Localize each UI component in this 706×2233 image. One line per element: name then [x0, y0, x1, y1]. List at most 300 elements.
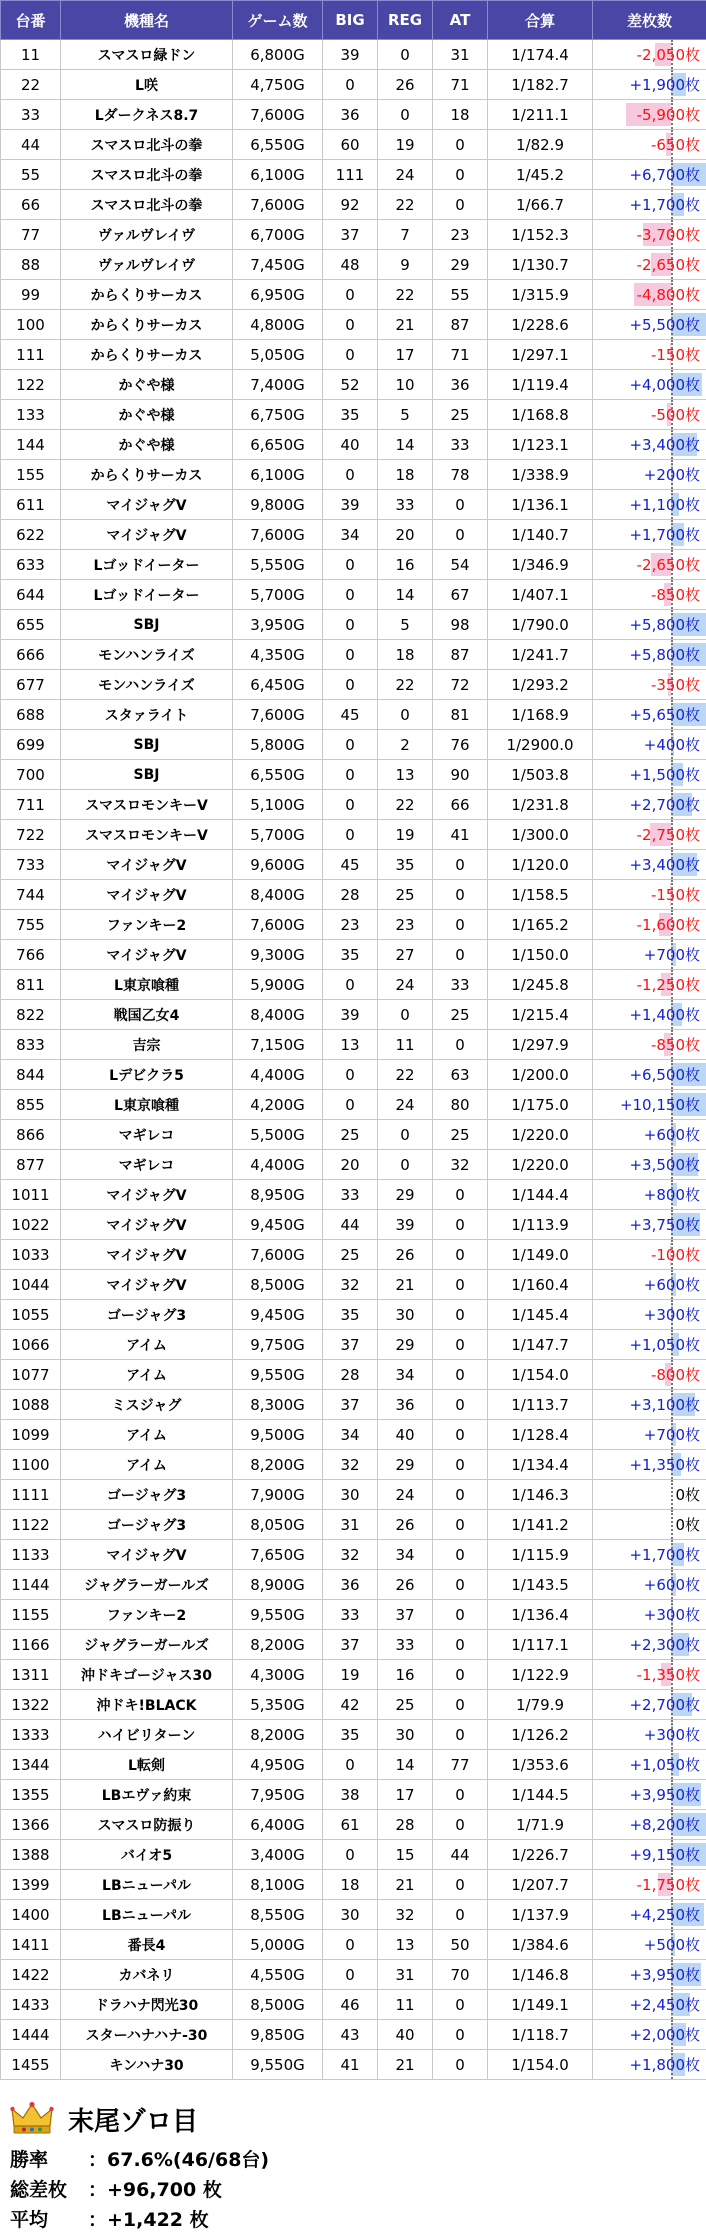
cell-games: 6,950G [233, 280, 323, 310]
cell-machine-name: Lゴッドイーター [61, 550, 233, 580]
cell-at: 67 [433, 580, 488, 610]
difference-value: +3,950枚 [629, 1786, 700, 1804]
cell-big: 30 [323, 1480, 378, 1510]
cell-combined-rate: 1/126.2 [488, 1720, 593, 1750]
cell-games: 7,950G [233, 1780, 323, 1810]
cell-big: 30 [323, 1900, 378, 1930]
cell-machine-number: 877 [1, 1150, 61, 1180]
table-row [1, 1150, 706, 1180]
cell-combined-rate: 1/149.1 [488, 1990, 593, 2020]
table-row [1, 1480, 706, 1510]
cell-reg: 2 [378, 730, 433, 760]
table-row [1, 880, 706, 910]
cell-big: 32 [323, 1270, 378, 1300]
difference-value: +2,450枚 [629, 1996, 700, 2014]
cell-difference [593, 1750, 706, 1780]
cell-machine-name: マイジャグV [61, 520, 233, 550]
cell-games: 4,800G [233, 310, 323, 340]
difference-value: -1,750枚 [636, 1876, 700, 1894]
cell-big: 39 [323, 1000, 378, 1030]
cell-big: 45 [323, 850, 378, 880]
cell-combined-rate: 1/353.6 [488, 1750, 593, 1780]
cell-big: 46 [323, 1990, 378, 2020]
cell-reg: 33 [378, 490, 433, 520]
cell-big: 42 [323, 1690, 378, 1720]
cell-reg: 18 [378, 460, 433, 490]
cell-big: 35 [323, 1300, 378, 1330]
cell-machine-name: ゴージャグ3 [61, 1480, 233, 1510]
table-row [1, 1630, 706, 1660]
cell-big: 0 [323, 760, 378, 790]
cell-combined-rate: 1/165.2 [488, 910, 593, 940]
cell-machine-number: 644 [1, 580, 61, 610]
table-body [1, 40, 706, 2080]
cell-machine-number: 1044 [1, 1270, 61, 1300]
cell-big: 0 [323, 640, 378, 670]
table-row [1, 1990, 706, 2020]
cell-games: 7,600G [233, 190, 323, 220]
cell-games: 5,700G [233, 820, 323, 850]
cell-difference [593, 1330, 706, 1360]
header-combined-rate: 合算 [488, 1, 593, 40]
cell-big: 0 [323, 550, 378, 580]
cell-reg: 24 [378, 1480, 433, 1510]
cell-difference [593, 40, 706, 70]
cell-at: 0 [433, 1450, 488, 1480]
cell-combined-rate: 1/226.7 [488, 1840, 593, 1870]
cell-at: 29 [433, 250, 488, 280]
cell-games: 4,200G [233, 1090, 323, 1120]
cell-reg: 25 [378, 1690, 433, 1720]
cell-combined-rate: 1/154.0 [488, 1360, 593, 1390]
cell-reg: 18 [378, 640, 433, 670]
cell-combined-rate: 1/113.9 [488, 1210, 593, 1240]
cell-at: 33 [433, 970, 488, 1000]
cell-reg: 11 [378, 1990, 433, 2020]
difference-value: +8,200枚 [629, 1816, 700, 1834]
table-row [1, 1360, 706, 1390]
cell-combined-rate: 1/245.8 [488, 970, 593, 1000]
difference-value: +2,700枚 [629, 1696, 700, 1714]
cell-difference [593, 1780, 706, 1810]
cell-games: 6,400G [233, 1810, 323, 1840]
table-row [1, 400, 706, 430]
cell-reg: 7 [378, 220, 433, 250]
table-row [1, 1240, 706, 1270]
cell-difference [593, 130, 706, 160]
difference-value: -1,600枚 [636, 916, 700, 934]
cell-machine-name: かぐや様 [61, 400, 233, 430]
cell-reg: 37 [378, 1600, 433, 1630]
cell-machine-number: 822 [1, 1000, 61, 1030]
cell-machine-name: スマスロ緑ドン [61, 40, 233, 70]
cell-big: 37 [323, 1630, 378, 1660]
cell-big: 36 [323, 1570, 378, 1600]
cell-machine-number: 1455 [1, 2050, 61, 2080]
header-at: AT [433, 1, 488, 40]
difference-value: +10,150枚 [619, 1096, 700, 1114]
difference-baseline [671, 1510, 673, 1539]
cell-machine-number: 722 [1, 820, 61, 850]
cell-at: 55 [433, 280, 488, 310]
table-row [1, 910, 706, 940]
cell-at: 0 [433, 1480, 488, 1510]
difference-value: +1,100枚 [629, 496, 700, 514]
difference-value: +200枚 [643, 466, 700, 484]
cell-machine-number: 733 [1, 850, 61, 880]
table-row [1, 700, 706, 730]
cell-games: 5,500G [233, 1120, 323, 1150]
table-row [1, 2050, 706, 2080]
cell-combined-rate: 1/134.4 [488, 1450, 593, 1480]
cell-games: 8,400G [233, 1000, 323, 1030]
difference-value: -100枚 [650, 1246, 700, 1264]
cell-reg: 19 [378, 820, 433, 850]
cell-difference [593, 1390, 706, 1420]
difference-value: +600枚 [643, 1276, 700, 1294]
cell-reg: 25 [378, 880, 433, 910]
table-row [1, 1180, 706, 1210]
cell-machine-name: マイジャグV [61, 1210, 233, 1240]
cell-machine-number: 1100 [1, 1450, 61, 1480]
cell-games: 4,300G [233, 1660, 323, 1690]
table-row [1, 790, 706, 820]
cell-at: 31 [433, 40, 488, 70]
total-label: 総差枚 [10, 2179, 68, 2201]
cell-games: 4,950G [233, 1750, 323, 1780]
cell-combined-rate: 1/146.3 [488, 1480, 593, 1510]
table-row [1, 1420, 706, 1450]
cell-machine-name: からくりサーカス [61, 280, 233, 310]
difference-value: +6,500枚 [629, 1066, 700, 1084]
difference-value: +9,150枚 [629, 1846, 700, 1864]
table-row [1, 40, 706, 70]
cell-combined-rate: 1/66.7 [488, 190, 593, 220]
cell-combined-rate: 1/200.0 [488, 1060, 593, 1090]
cell-reg: 30 [378, 1720, 433, 1750]
cell-difference [593, 610, 706, 640]
cell-machine-name: ハイビリターン [61, 1720, 233, 1750]
cell-machine-name: かぐや様 [61, 370, 233, 400]
cell-at: 80 [433, 1090, 488, 1120]
table-row [1, 1090, 706, 1120]
table-row [1, 640, 706, 670]
cell-big: 0 [323, 730, 378, 760]
cell-combined-rate: 1/790.0 [488, 610, 593, 640]
table-row [1, 820, 706, 850]
win-rate-value: ：67.6%(46/68台) [88, 2149, 270, 2171]
cell-machine-number: 744 [1, 880, 61, 910]
cell-games: 6,650G [233, 430, 323, 460]
cell-combined-rate: 1/113.7 [488, 1390, 593, 1420]
cell-difference [593, 1420, 706, 1450]
difference-value: +3,400枚 [629, 856, 700, 874]
table-row [1, 2020, 706, 2050]
cell-difference [593, 460, 706, 490]
difference-value: +1,400枚 [629, 1006, 700, 1024]
cell-reg: 31 [378, 1960, 433, 1990]
cell-difference [593, 1630, 706, 1660]
cell-machine-name: Lゴッドイーター [61, 580, 233, 610]
cell-machine-number: 700 [1, 760, 61, 790]
cell-difference [593, 1540, 706, 1570]
cell-combined-rate: 1/300.0 [488, 820, 593, 850]
cell-games: 3,950G [233, 610, 323, 640]
cell-reg: 22 [378, 280, 433, 310]
cell-reg: 13 [378, 1930, 433, 1960]
cell-difference [593, 1180, 706, 1210]
cell-big: 19 [323, 1660, 378, 1690]
cell-games: 4,400G [233, 1150, 323, 1180]
cell-combined-rate: 1/2900.0 [488, 730, 593, 760]
difference-value: -1,250枚 [636, 976, 700, 994]
difference-value: 0枚 [675, 1486, 700, 1504]
cell-machine-number: 22 [1, 70, 61, 100]
cell-difference [593, 1870, 706, 1900]
difference-value: +1,800枚 [629, 2056, 700, 2074]
cell-difference [593, 700, 706, 730]
cell-machine-number: 1366 [1, 1810, 61, 1840]
cell-reg: 10 [378, 370, 433, 400]
cell-big: 40 [323, 430, 378, 460]
cell-big: 48 [323, 250, 378, 280]
cell-machine-number: 88 [1, 250, 61, 280]
cell-difference [593, 550, 706, 580]
difference-value: +1,500枚 [629, 766, 700, 784]
cell-at: 0 [433, 1210, 488, 1240]
difference-value: +2,700枚 [629, 796, 700, 814]
cell-machine-number: 1088 [1, 1390, 61, 1420]
cell-difference [593, 1660, 706, 1690]
difference-value: -2,750枚 [636, 826, 700, 844]
cell-difference [593, 1900, 706, 1930]
cell-machine-number: 622 [1, 520, 61, 550]
cell-games: 9,450G [233, 1300, 323, 1330]
cell-reg: 0 [378, 1000, 433, 1030]
cell-difference [593, 820, 706, 850]
cell-reg: 20 [378, 520, 433, 550]
cell-combined-rate: 1/141.2 [488, 1510, 593, 1540]
cell-reg: 28 [378, 1810, 433, 1840]
cell-machine-number: 688 [1, 700, 61, 730]
table-row [1, 520, 706, 550]
table-row [1, 1540, 706, 1570]
difference-value: +4,250枚 [629, 1906, 700, 1924]
cell-at: 76 [433, 730, 488, 760]
cell-big: 34 [323, 1420, 378, 1450]
cell-reg: 14 [378, 1750, 433, 1780]
cell-combined-rate: 1/220.0 [488, 1150, 593, 1180]
table-row [1, 370, 706, 400]
cell-difference [593, 1030, 706, 1060]
difference-value: +300枚 [643, 1606, 700, 1624]
difference-value: +5,800枚 [629, 646, 700, 664]
cell-games: 8,200G [233, 1720, 323, 1750]
cell-big: 44 [323, 1210, 378, 1240]
cell-machine-number: 1077 [1, 1360, 61, 1390]
table-row [1, 1330, 706, 1360]
cell-at: 41 [433, 820, 488, 850]
cell-reg: 14 [378, 430, 433, 460]
cell-games: 9,750G [233, 1330, 323, 1360]
cell-machine-number: 699 [1, 730, 61, 760]
cell-big: 0 [323, 610, 378, 640]
cell-big: 0 [323, 1960, 378, 1990]
cell-big: 0 [323, 340, 378, 370]
cell-at: 0 [433, 520, 488, 550]
difference-value: +5,650枚 [629, 706, 700, 724]
cell-difference [593, 1210, 706, 1240]
cell-combined-rate: 1/144.5 [488, 1780, 593, 1810]
cell-reg: 29 [378, 1180, 433, 1210]
cell-reg: 34 [378, 1360, 433, 1390]
cell-at: 32 [433, 1150, 488, 1180]
table-row [1, 580, 706, 610]
cell-at: 63 [433, 1060, 488, 1090]
cell-games: 8,200G [233, 1630, 323, 1660]
cell-reg: 34 [378, 1540, 433, 1570]
cell-combined-rate: 1/82.9 [488, 130, 593, 160]
cell-games: 9,300G [233, 940, 323, 970]
cell-machine-name: SBJ [61, 610, 233, 640]
cell-difference [593, 1270, 706, 1300]
average-label: 平均 [10, 2209, 49, 2231]
table-row [1, 1060, 706, 1090]
cell-at: 0 [433, 1780, 488, 1810]
cell-big: 41 [323, 2050, 378, 2080]
table-row [1, 610, 706, 640]
cell-combined-rate: 1/147.7 [488, 1330, 593, 1360]
table-row [1, 460, 706, 490]
cell-difference [593, 1360, 706, 1390]
cell-at: 0 [433, 1570, 488, 1600]
table-row [1, 1390, 706, 1420]
cell-machine-name: 番長4 [61, 1930, 233, 1960]
cell-games: 6,700G [233, 220, 323, 250]
difference-value: +1,900枚 [629, 76, 700, 94]
cell-games: 5,900G [233, 970, 323, 1000]
cell-machine-name: マイジャグV [61, 1270, 233, 1300]
cell-combined-rate: 1/168.8 [488, 400, 593, 430]
cell-difference [593, 790, 706, 820]
cell-machine-number: 1111 [1, 1480, 61, 1510]
cell-games: 7,600G [233, 100, 323, 130]
cell-big: 38 [323, 1780, 378, 1810]
cell-machine-name: マギレコ [61, 1120, 233, 1150]
table-row [1, 1720, 706, 1750]
cell-big: 33 [323, 1600, 378, 1630]
cell-reg: 35 [378, 850, 433, 880]
cell-difference [593, 400, 706, 430]
cell-machine-name: アイム [61, 1360, 233, 1390]
cell-reg: 21 [378, 2050, 433, 2080]
cell-big: 20 [323, 1150, 378, 1180]
cell-machine-name: SBJ [61, 760, 233, 790]
difference-value: +300枚 [643, 1306, 700, 1324]
cell-at: 0 [433, 2050, 488, 2080]
cell-big: 0 [323, 1840, 378, 1870]
cell-big: 39 [323, 40, 378, 70]
cell-reg: 17 [378, 340, 433, 370]
cell-machine-name: マイジャグV [61, 880, 233, 910]
cell-games: 9,550G [233, 1600, 323, 1630]
table-row [1, 1120, 706, 1150]
table-row [1, 1870, 706, 1900]
cell-games: 4,550G [233, 1960, 323, 1990]
cell-games: 6,800G [233, 40, 323, 70]
cell-at: 0 [433, 850, 488, 880]
cell-combined-rate: 1/150.0 [488, 940, 593, 970]
cell-combined-rate: 1/122.9 [488, 1660, 593, 1690]
cell-combined-rate: 1/146.8 [488, 1960, 593, 1990]
cell-combined-rate: 1/174.4 [488, 40, 593, 70]
cell-games: 8,550G [233, 1900, 323, 1930]
cell-combined-rate: 1/231.8 [488, 790, 593, 820]
cell-reg: 40 [378, 1420, 433, 1450]
cell-big: 31 [323, 1510, 378, 1540]
cell-combined-rate: 1/241.7 [488, 640, 593, 670]
cell-at: 0 [433, 1420, 488, 1450]
cell-combined-rate: 1/503.8 [488, 760, 593, 790]
cell-machine-number: 66 [1, 190, 61, 220]
difference-value: +1,700枚 [629, 526, 700, 544]
cell-games: 8,100G [233, 1870, 323, 1900]
cell-at: 98 [433, 610, 488, 640]
cell-big: 0 [323, 1930, 378, 1960]
cell-at: 0 [433, 1600, 488, 1630]
cell-big: 28 [323, 1360, 378, 1390]
cell-games: 7,600G [233, 520, 323, 550]
difference-value: +600枚 [643, 1576, 700, 1594]
cell-machine-number: 1444 [1, 2020, 61, 2050]
cell-reg: 39 [378, 1210, 433, 1240]
cell-reg: 21 [378, 1270, 433, 1300]
table-row [1, 1930, 706, 1960]
difference-value: -2,050枚 [636, 46, 700, 64]
cell-machine-number: 1344 [1, 1750, 61, 1780]
cell-at: 66 [433, 790, 488, 820]
difference-value: +4,000枚 [629, 376, 700, 394]
cell-reg: 0 [378, 1120, 433, 1150]
cell-at: 23 [433, 220, 488, 250]
cell-big: 18 [323, 1870, 378, 1900]
cell-machine-name: マイジャグV [61, 850, 233, 880]
cell-machine-number: 811 [1, 970, 61, 1000]
cell-big: 0 [323, 1060, 378, 1090]
table-row [1, 940, 706, 970]
cell-at: 44 [433, 1840, 488, 1870]
table-row [1, 1270, 706, 1300]
cell-machine-number: 1166 [1, 1630, 61, 1660]
cell-machine-name: スターハナハナ-30 [61, 2020, 233, 2050]
cell-at: 70 [433, 1960, 488, 1990]
cell-combined-rate: 1/152.3 [488, 220, 593, 250]
summary-section [0, 2095, 706, 2233]
cell-machine-name: 沖ドキ!BLACK [61, 1690, 233, 1720]
cell-reg: 19 [378, 130, 433, 160]
cell-difference [593, 160, 706, 190]
table-row [1, 1690, 706, 1720]
cell-at: 0 [433, 1360, 488, 1390]
cell-combined-rate: 1/297.1 [488, 340, 593, 370]
cell-difference [593, 1960, 706, 1990]
cell-games: 8,500G [233, 1990, 323, 2020]
table-row [1, 1660, 706, 1690]
cell-machine-number: 99 [1, 280, 61, 310]
cell-at: 87 [433, 310, 488, 340]
cell-games: 7,450G [233, 250, 323, 280]
table-row [1, 1510, 706, 1540]
